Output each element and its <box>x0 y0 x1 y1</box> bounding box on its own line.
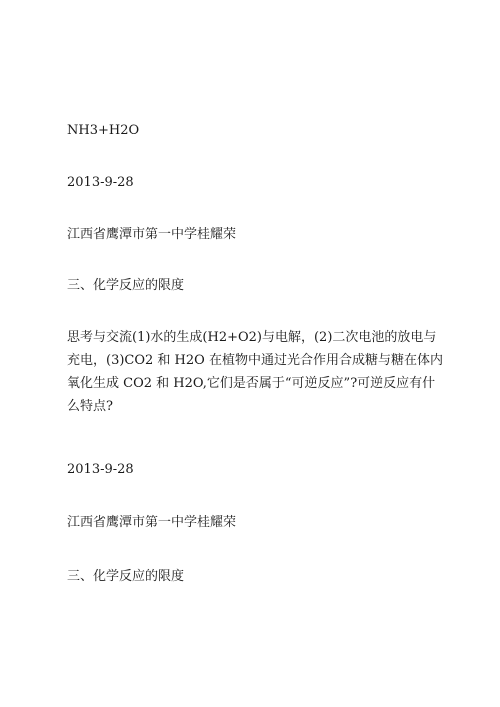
date-line: 2013-9-28 <box>67 175 134 190</box>
author-line: 江西省鹰潭市第一中学桂耀荣 <box>67 227 237 242</box>
author-line: 江西省鹰潭市第一中学桂耀荣 <box>67 515 237 530</box>
discussion-paragraph <box>67 326 447 418</box>
section-title: 三、化学反应的限度 <box>67 569 185 584</box>
paragraph-line: 思考与交流(1)水的生成(H2+O2)与电解，(2)二次电池的放电与 <box>67 330 437 345</box>
date-line: 2013-9-28 <box>67 462 134 477</box>
section-title: 三、化学反应的限度 <box>67 278 185 293</box>
paragraph-line: 么特点? <box>67 399 113 414</box>
paragraph-line: 充电，(3)CO2 和 H2O 在植物中通过光合作用合成糖与糖在体内 <box>67 353 443 368</box>
formula-line: NH3+H2O <box>67 123 140 138</box>
paragraph-line: 氧化生成 CO2 和 H2O,它们是否属于“可逆反应”?可逆反应有什 <box>67 376 436 391</box>
